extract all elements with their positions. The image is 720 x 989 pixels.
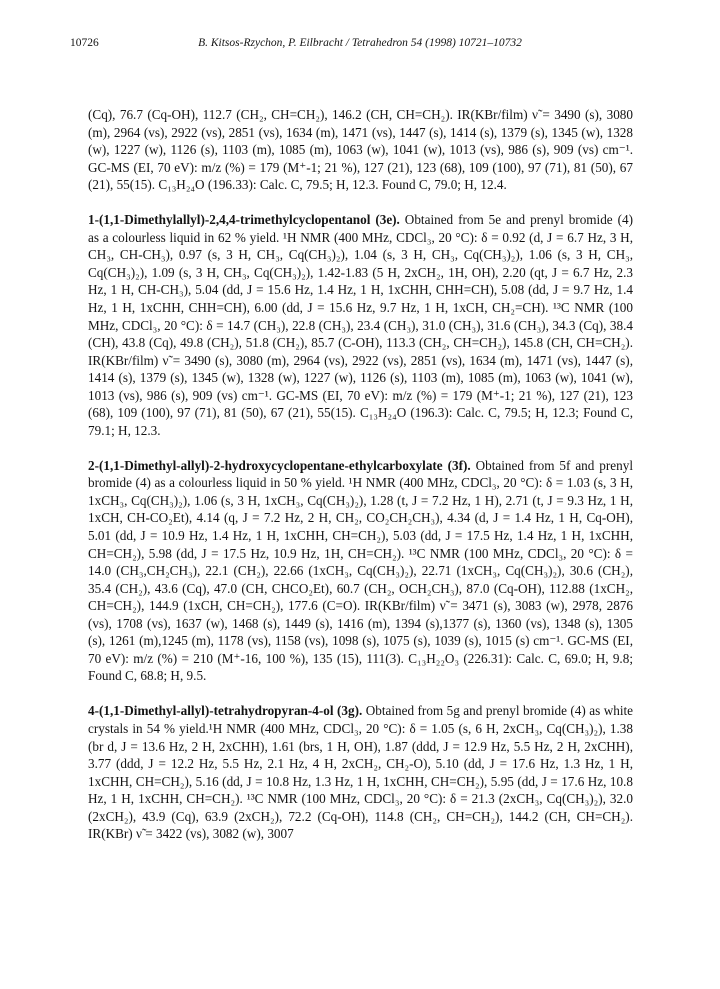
paragraph-text: (Cq), 76.7 (Cq-OH), 112.7 (CH₂, CH=CH₂), 146.2 (CH, CH=CH₂). IR(KBr/film) ν̃ = 3490 (s), 3080 (m), 2964 (vs), 2922 (vs), 2851 (vs), 1634 (m), 1471 (vs), 1447 (s), 1414 (s), 1379 (s), 1345 (w), 1328 (w), 1227 (w), 1126 (s), 1103 (m), 1085 (m), 1063 (w), 1041 (w), 1013 (vs), 986 (s), 909 (vs) cm⁻¹. GC-MS (EI, 70 eV): m/z (%) = 179 (M⁺-1; 21 %), 127 (21), 123 (68), 109 (100), 97 (71), 81 (50), 67 (21), 55(15). C₁₃H₂₄O (196.33): Calc. C, 79.5; H, 12.3. Found C, 79.0; H, 12.4. bbox=[88, 107, 633, 193]
body-text bbox=[88, 106, 633, 843]
paragraph-text: Obtained from 5g and prenyl bromide (4) as white crystals in 54 % yield.¹H NMR (400 MHz, CDCl₃, 20 °C): δ = 1.05 (s, 6 H, 2xCH₃, Cq(CH₃)₂), 1.38 (br d, J = 13.6 Hz, 2 H, 2xCHH), 1.61 (brs, 1 H, OH), 1.87 (ddd, J = 12.9 Hz, 5.5 Hz, 2 H, 2xCHH), 3.77 (ddd, J = 12.2 Hz, 5.5 Hz, 2.1 Hz, 4 H, 2xCH₂, CH₂-O), 5.10 (dd, J = 17.6 Hz, 1.3 Hz, 1 H, 1xCHH, CH=CH₂), 5.16 (dd, J = 10.8 Hz, 1.3 Hz, 1 H, 1xCHH, CH=CH₂), 5.95 (dd, J = 17.6 Hz, 10.8 Hz, 1 H, 1xCHH, CH=CH₂). ¹³C NMR (100 MHz, CDCl₃, 20 °C): δ = 21.3 (2xCH₃, Cq(CH₃)₂), 32.0 (2xCH₂), 43.9 (Cq), 63.9 (2xCH₂), 72.2 (Cq-OH), 114.8 (CH₂, CH=CH₂), 144.2 (CH, CH=CH₂). IR(KBr) ν̃ = 3422 (vs), 3082 (w), 3007 bbox=[88, 703, 633, 842]
page-header bbox=[70, 34, 650, 52]
compound-heading: 4-(1,1-Dimethyl-allyl)-tetrahydropyran-4-ol (3g). bbox=[88, 703, 363, 719]
compound-heading: 1-(1,1-Dimethylallyl)-2,4,4-trimethylcyclopentanol (3e). bbox=[88, 212, 400, 228]
paragraph-compound-3g bbox=[88, 702, 633, 842]
page-number: 10726 bbox=[70, 37, 99, 49]
paragraph-compound-3e bbox=[88, 211, 633, 439]
compound-heading: 2-(1,1-Dimethyl-allyl)-2-hydroxycyclopentane-ethylcarboxylate (3f). bbox=[88, 457, 471, 473]
running-title: B. Kitsos-Rzychon, P. Eilbracht / Tetrahedron 54 (1998) 10721–10732 bbox=[198, 37, 522, 49]
paragraph-text: Obtained from 5f and prenyl bromide (4) as a colourless liquid in 50 % yield. ¹H NMR (400 MHz, CDCl₃, 20 °C): δ = 1.03 (s, 3 H, 1xCH₃, Cq(CH₃)₂), 1.06 (s, 3 H, 1xCH₃, Cq(CH₃)₂), 1.28 (t, J = 7.2 Hz, 1 H), 2.71 (t, J = 9.3 Hz, 1 H, 1xCH, CH-CO₂Et), 4.14 (q, J = 7.2 Hz, 2 H, CH₂, CO₂CH₂CH₃), 4.34 (d, J = 1.4 Hz, 1 H, Cq-OH), 5.01 (dd, J = 10.9 Hz, 1.4 Hz, 1 H, 1xCHH, CH=CH₂), 5.03 (dd, J = 17.5 Hz, 1.4 Hz, 1 H, 1xCHH, CH=CH₂), 5.98 (dd, J = 17.5 Hz, 10.9 Hz, 1H, CH=CH₂). ¹³C NMR (100 MHz, CDCl₃, 20 °C): δ = 14.0 (CH₃,CH₂CH₃), 22.1 (CH₂), 22.66 (1xCH₃, Cq(CH₃)₂), 22.71 (1xCH₃, Cq(CH₃)₂), 30.6 (CH₂), 35.4 (CH₂), 43.6 (Cq), 47.0 (CH, CHCO₂Et), 60.7 (CH₂, OCH₂CH₃), 87.0 (Cq-OH), 112.88 (1xCH₂, CH=CH₂), 144.9 (1xCH, CH=CH₂), 177.6 (C=O). IR(KBr/film) ν̃ = 3471 (s), 3083 (w), 2978, 2876 (vs), 1708 (vs), 1637 (w), 1468 (s), 1449 (s), 1416 (m), 1394 (s),1377 (s), 1360 (vs), 1348 (s), 1305 (s), 1261 (m),1245 (m), 1178 (vs), 1158 (vs), 1098 (s), 1075 (s), 1039 (s), 1015 (s) cm⁻¹. GC-MS (EI, 70 eV): m/z (%) = 210 (M⁺-16, 100 %), 135 (15), 111(3). C₁₃H₂₂O₃ (226.31): Calc. C, 69.0; H, 9.8; Found C, 68.8; H, 9.5. bbox=[88, 457, 633, 684]
paragraph-text: Obtained from 5e and prenyl bromide (4) as a colourless liquid in 62 % yield. ¹H NMR (400 MHz, CDCl₃, 20 °C): δ = 0.92 (d, J = 6.7 Hz, 3 H, CH₃, CH-CH₃), 0.97 (s, 3 H, CH₃, Cq(CH₃)₂), 1.04 (s, 3 H, CH₃, Cq(CH₃)₂), 1.06 (s, 3 H, CH₃, Cq(CH₃)₂), 1.09 (s, 3 H, CH₃, Cq(CH₃)₂), 1.42-1.83 (5 H, 2xCH₂, 1H, OH), 2.20 (qt, J = 6.7 Hz, 2.3 Hz, 1 H, CH-CH₃), 5.04 (dd, J = 15.6 Hz, 1.4 Hz, 1 H, 1xCHH, CHH=CH), 5.08 (dd, J = 9.7 Hz, 1.4 Hz, 1 H, 1xCHH, CHH=CH), 6.00 (dd, J = 15.6 Hz, 9.7 Hz, 1 H, 1xCH, CH₂=CH). ¹³C NMR (100 MHz, CDCl₃, 20 °C): δ = 14.7 (CH₃), 22.8 (CH₃), 23.4 (CH₃), 31.0 (CH₃), 31.6 (CH₃), 34.3 (Cq), 38.4 (CH), 43.8 (Cq), 49.8 (CH₂), 51.8 (CH₂), 85.7 (C-OH), 113.3 (CH₂, CH=CH₂), 145.8 (CH, CH=CH₂). IR(KBr/film) ν̃ = 3490 (s), 3080 (m), 2964 (vs), 2922 (vs), 2851 (vs), 1634 (m), 1471 (vs), 1447 (s), 1414 (s), 1379 (s), 1345 (w), 1328 (w), 1227 (w), 1126 (s), 1103 (m), 1085 (m), 1063 (w), 1041 (w), 1013 (vs), 986 (s), 909 (vs) cm⁻¹. GC-MS (EI, 70 eV): m/z (%) = 179 (M⁺-1; 21 %), 127 (21), 123 (68), 109 (100), 97 (71), 81 (50), 67 (21), 55(15). C₁₃H₂₄O (196.3): Calc. C, 79.5; H, 12.3; Found C, 79.1; H, 12.3. bbox=[88, 212, 633, 438]
paragraph-compound-3f bbox=[88, 457, 633, 685]
paragraph-continuation bbox=[88, 106, 633, 194]
